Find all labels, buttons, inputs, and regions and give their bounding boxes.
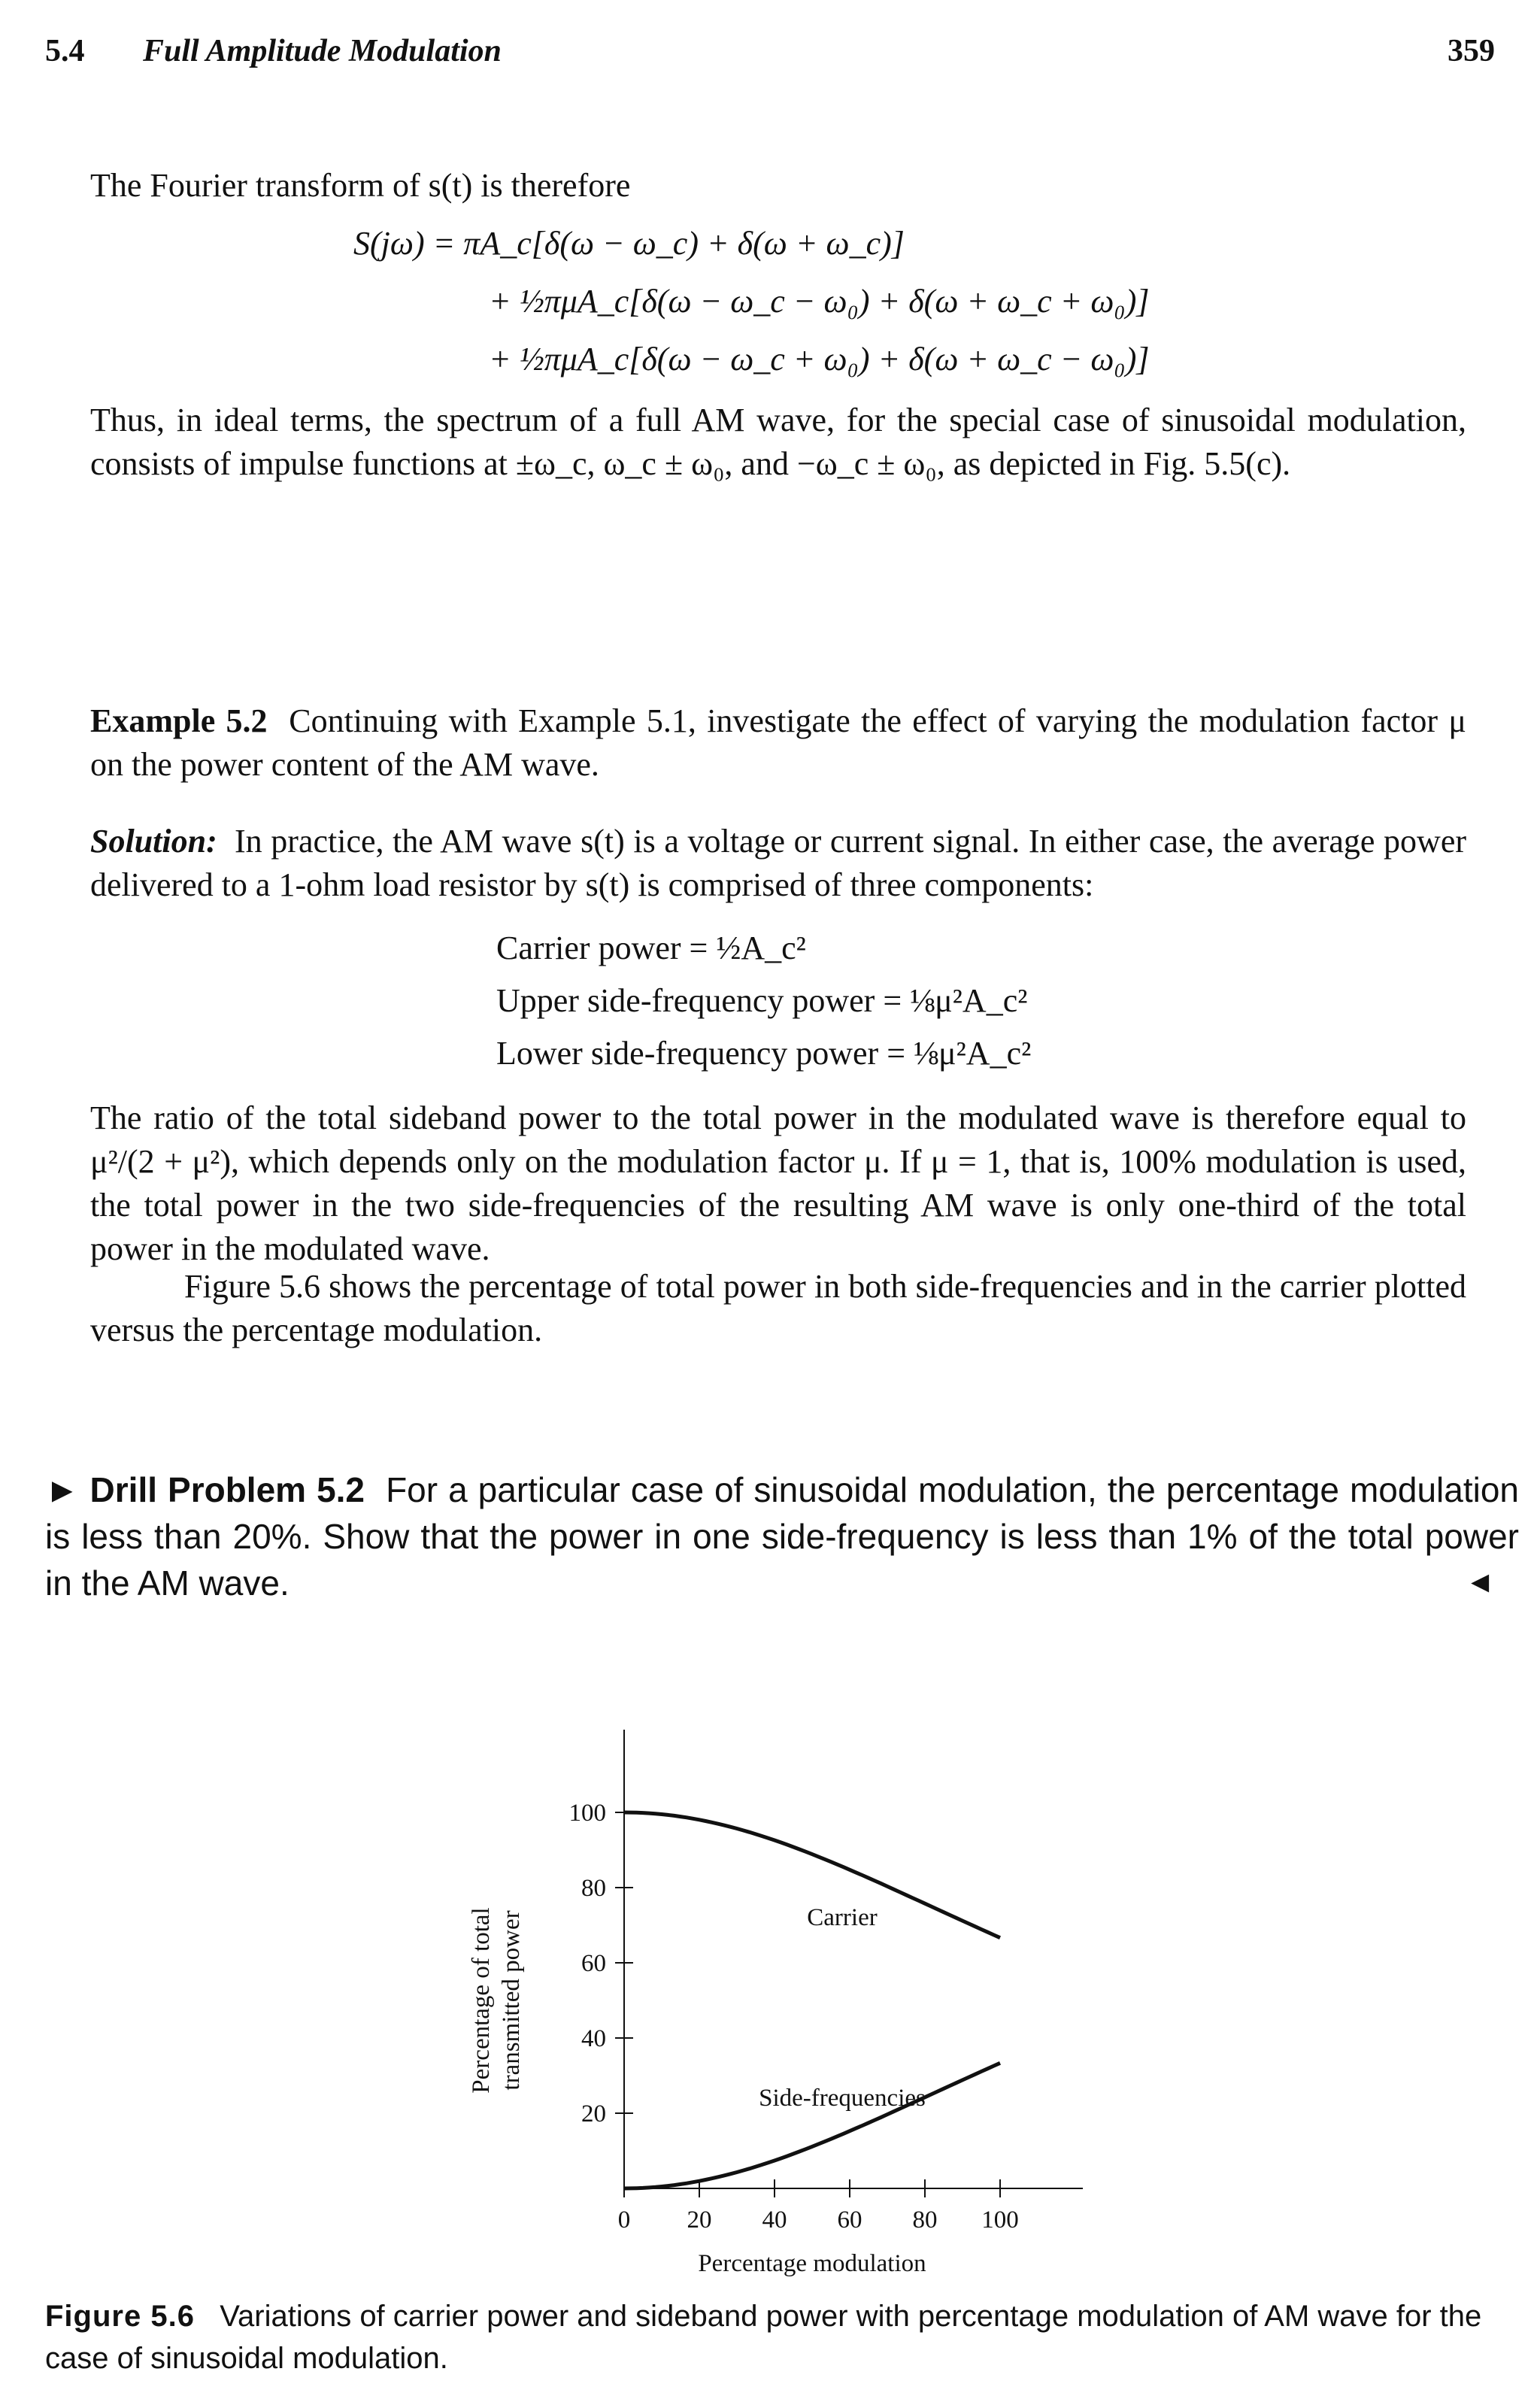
x-axis-label: Percentage modulation xyxy=(698,2250,926,2277)
series-line-side-frequencies xyxy=(624,2063,1000,2188)
upper-side-power: Upper side-frequency power = ⅛μ²A_c² xyxy=(496,982,1028,1019)
section-title: Full Amplitude Modulation xyxy=(143,34,502,68)
figure-label: Figure 5.6 xyxy=(45,2300,195,2333)
intro-text: The Fourier transform of s(t) is therefore xyxy=(90,167,631,204)
carrier-series-label: Carrier xyxy=(807,1904,878,1931)
y-axis-label-line-1: Percentage of total xyxy=(468,1907,495,2094)
equation-line-3: + ½πμA_c[δ(ω − ω_c + ω₀) + δ(ω + ω_c − ω₀)] xyxy=(489,341,1150,378)
y-tick-label-100: 100 xyxy=(568,1800,606,1827)
carrier-power: Carrier power = ½A_c² xyxy=(496,930,806,966)
drill-text: For a particular case of sinusoidal modulation, the percentage modulation is less than 20%. Show that the power in one side-frequency is less than 1% of the total power in the AM wave. xyxy=(45,1470,1520,1603)
side-frequencies-series-label: Side-frequencies xyxy=(759,2085,926,2112)
x-tick-label-80: 80 xyxy=(912,2206,938,2234)
x-tick-label-40: 40 xyxy=(762,2206,787,2234)
y-tick-label-60: 60 xyxy=(581,1950,606,1977)
solution-block xyxy=(90,820,1466,907)
x-tick-label-20: 20 xyxy=(687,2206,712,2234)
lower-side-power: Lower side-frequency power = ⅛μ²A_c² xyxy=(496,1035,1032,1072)
solution-text: In practice, the AM wave s(t) is a voltage or current signal. In either case, the average power delivered to a 1-ohm load resistor by s(t) is comprised of three components: xyxy=(90,823,1467,903)
figure-reference-paragraph: Figure 5.6 shows the percentage of total power in both side-frequencies and in the carrier plotted versus the percentage modulation. xyxy=(90,1268,1466,1348)
drill-title: ► Drill Problem 5.2 xyxy=(45,1470,365,1509)
x-tick-label-60: 60 xyxy=(837,2206,862,2234)
page-number: 359 xyxy=(1448,34,1495,68)
y-tick-label-40: 40 xyxy=(581,2025,606,2052)
ratio-paragraph: The ratio of the total sideband power to the total power in the modulated wave is therefore equal to μ²/(2 + μ²), which depends only on the modulation factor μ. If μ = 1, that is, 100% modulation is used, the total power in the two side-frequencies of the resulting AM wave is only one-third of the total power in the modulated wave. xyxy=(90,1099,1466,1267)
drill-problem xyxy=(45,1466,1519,1606)
spectrum-paragraph: Thus, in ideal terms, the spectrum of a full AM wave, for the special case of sinusoidal modulation, consists of impulse functions at ±ω_c, ω_c ± ω₀, and −ω_c ± ω₀, as depicted in Fig. 5.5(c). xyxy=(90,402,1466,482)
example-text: Continuing with Example 5.1, investigate the effect of varying the modulation factor μ on the power content of the AM wave. xyxy=(90,702,1466,783)
x-tick-label-100: 100 xyxy=(981,2206,1019,2234)
y-tick-label-20: 20 xyxy=(581,2100,606,2127)
equation-line-1: S(jω) = πA_c[δ(ω − ω_c) + δ(ω + ω_c)] xyxy=(353,225,905,262)
caption-text: Variations of carrier power and sideband power with percentage modulation of AM wave for the case of sinusoidal modulation. xyxy=(45,2300,1482,2375)
section-number: 5.4 xyxy=(45,34,85,68)
end-marker-icon: ◄ xyxy=(1465,1565,1495,1599)
chart-axes xyxy=(624,1730,1083,2196)
solution-label: Solution: xyxy=(90,823,217,860)
figure-caption xyxy=(45,2295,1496,2379)
power-vs-modulation-chart xyxy=(421,1730,1173,2286)
example-block xyxy=(90,699,1466,787)
x-tick-label-0: 0 xyxy=(617,2206,631,2234)
example-label: Example 5.2 xyxy=(90,702,268,739)
chart-ticks xyxy=(569,1800,1019,2234)
equation-line-2: + ½πμA_c[δ(ω − ω_c − ω₀) + δ(ω + ω_c + ω₀)] xyxy=(489,283,1150,320)
chart-series xyxy=(624,1812,1000,2188)
y-axis-label-line-2: transmitted power xyxy=(498,1910,525,2091)
y-tick-label-80: 80 xyxy=(581,1875,606,1902)
